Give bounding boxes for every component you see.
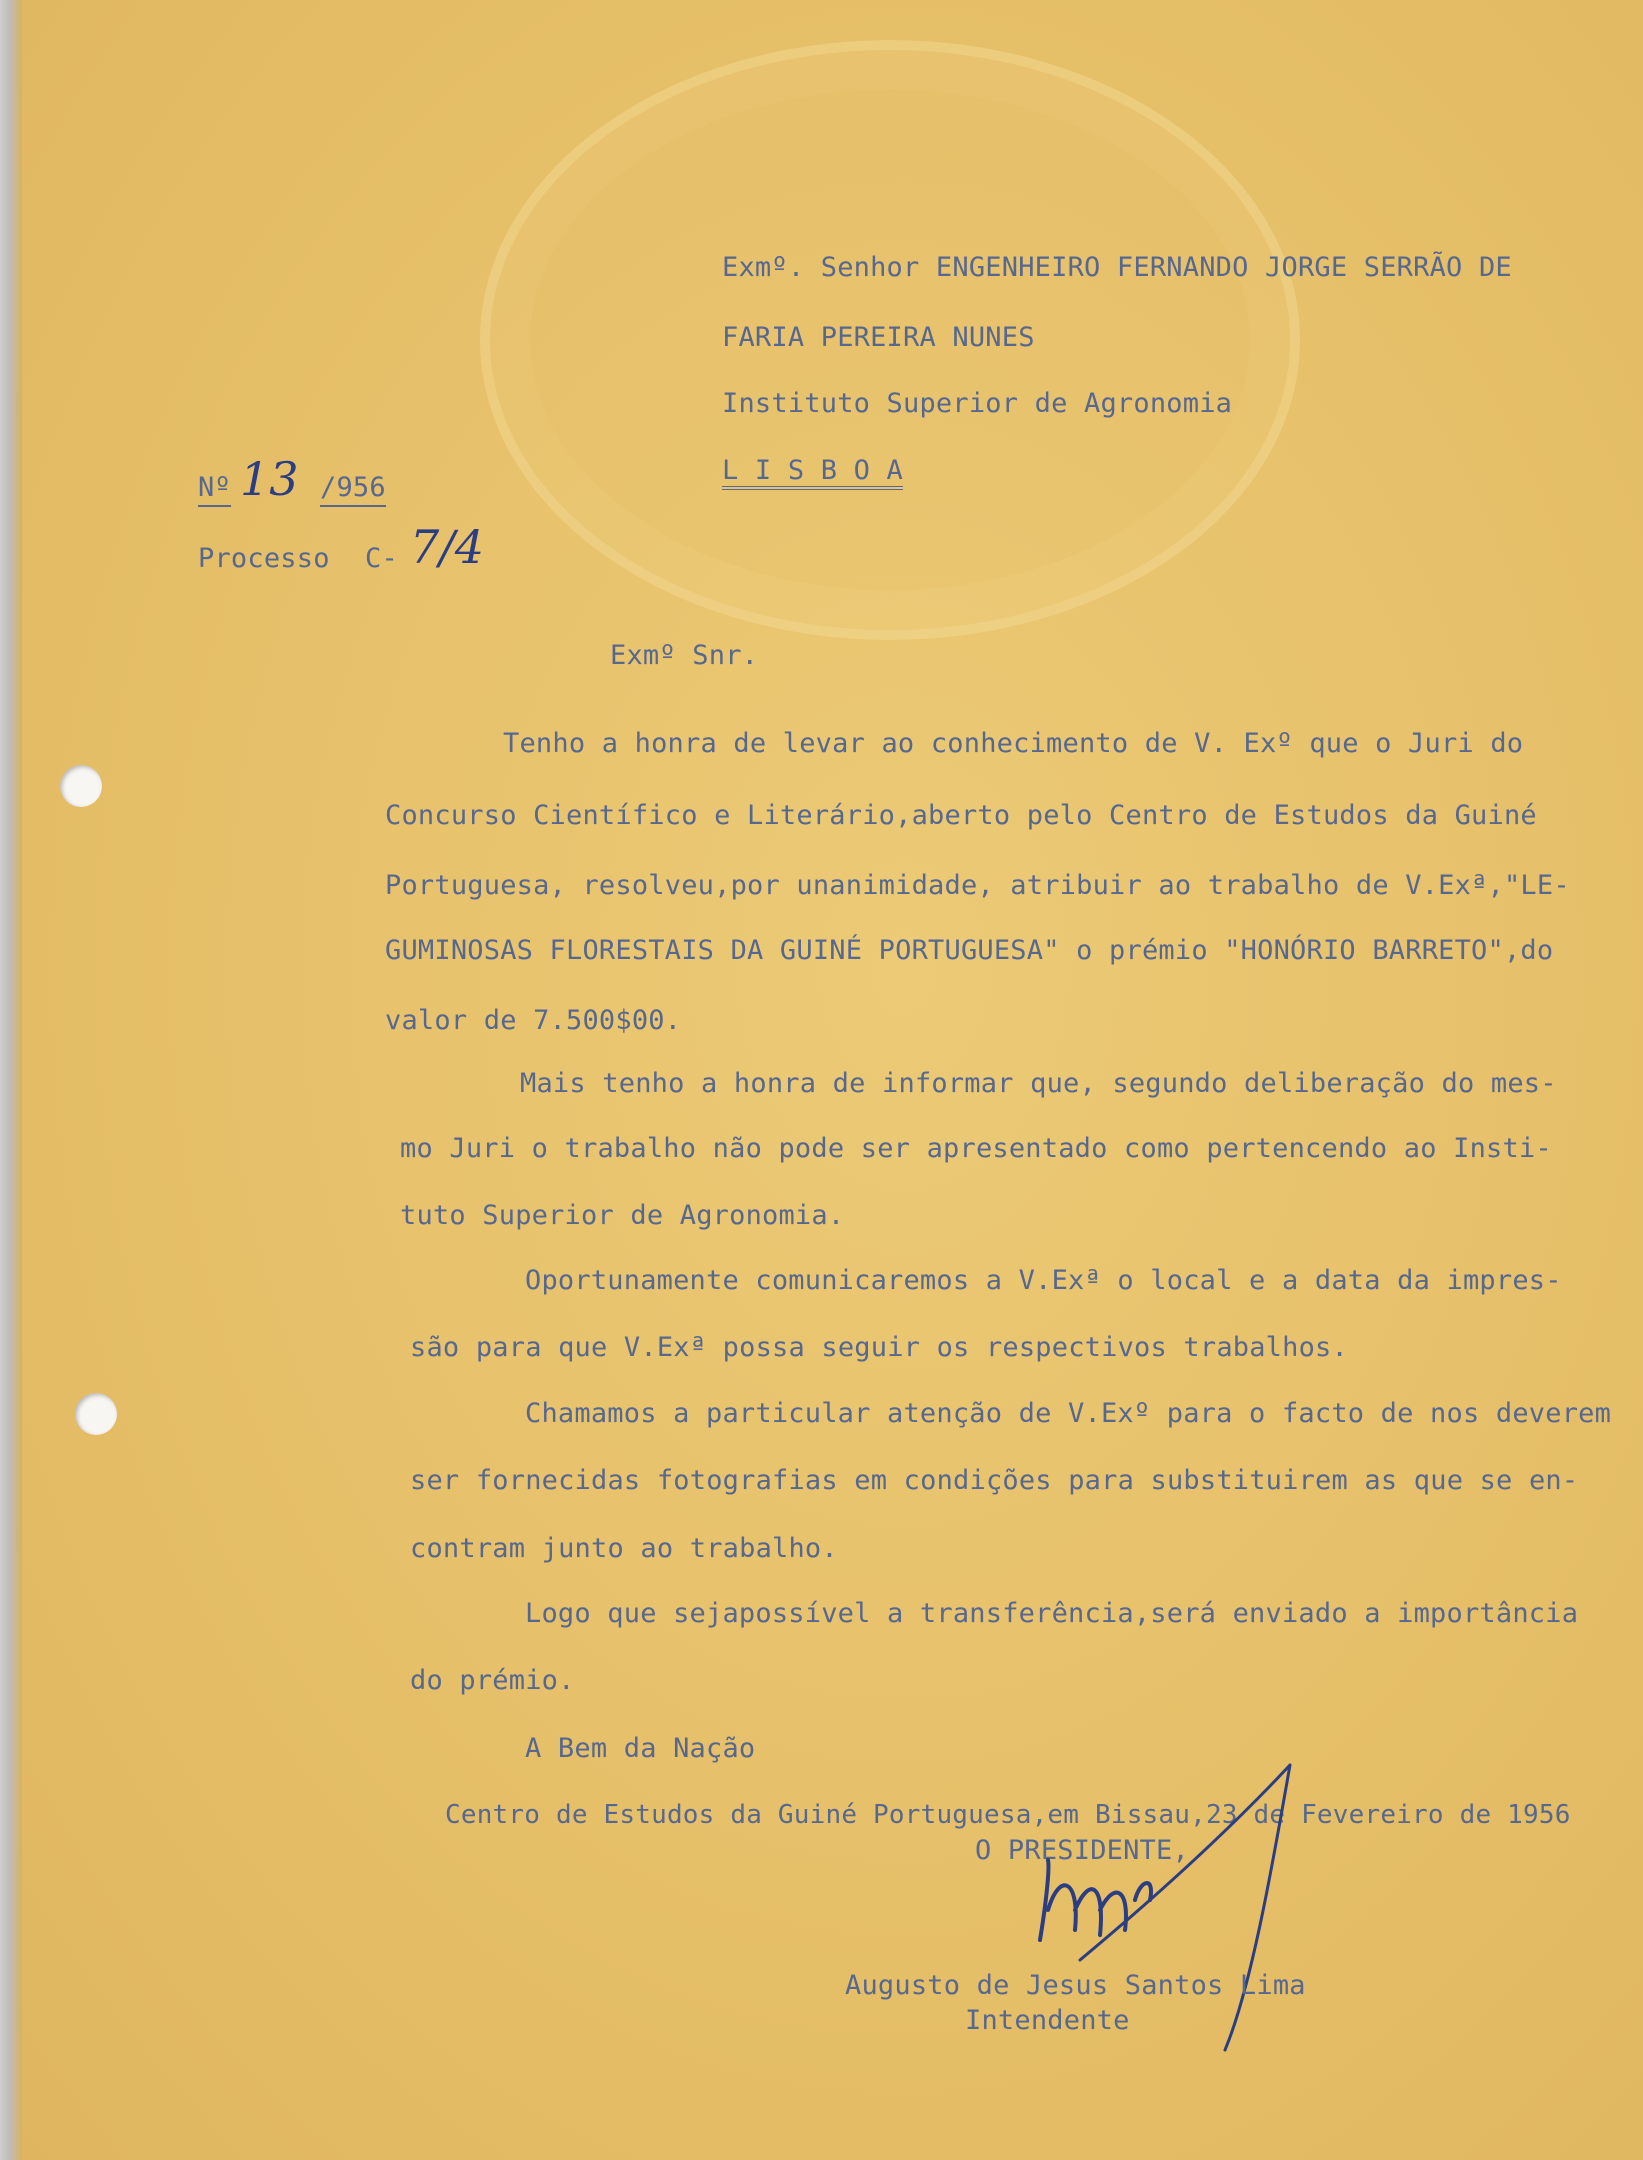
address-city: L I S B O A (722, 455, 903, 490)
body-line: Logo que sejapossível a transferência,será enviado a importância (525, 1598, 1579, 1629)
body-line: Portuguesa, resolveu,por unanimidade, atribuir ao trabalho de V.Exª,"LE- (385, 870, 1570, 901)
body-line: são para que V.Exª possa seguir os respectivos trabalhos. (410, 1332, 1348, 1363)
process-handwritten: 7/4 (410, 520, 485, 574)
body-line: do prémio. (410, 1665, 575, 1696)
address-line-1: Exmº. Senhor ENGENHEIRO FERNANDO JORGE SERRÃO DE (722, 252, 1512, 283)
body-line: contram junto ao trabalho. (410, 1533, 838, 1564)
body-line: Chamamos a particular atenção de V.Exº para o facto de nos deverem (525, 1398, 1612, 1429)
signatory-role: Intendente (965, 2005, 1130, 2036)
reference-number-handwritten: 13 (240, 452, 299, 506)
body-line: Oportunamente comunicaremos a V.Exª o local e a data da impres- (525, 1265, 1562, 1296)
body-line: Mais tenho a honra de informar que, segundo deliberação do mes- (520, 1068, 1557, 1099)
place-and-date: Centro de Estudos da Guiné Portuguesa,em Bissau,23 de Fevereiro de 1956 (445, 1800, 1571, 1830)
punch-hole-bottom (75, 1393, 117, 1435)
process-label: Processo (198, 543, 330, 574)
body-line: Tenho a honra de levar ao conhecimento de V. Exº que o Juri do (503, 728, 1524, 759)
address-line-2: FARIA PEREIRA NUNES (722, 322, 1035, 353)
reference-number-prefix: Nº (198, 472, 231, 507)
body-line: Concurso Científico e Literário,aberto pelo Centro de Estudos da Guiné (385, 800, 1537, 831)
closing-formula: A Bem da Nação (525, 1733, 756, 1764)
scan-edge (0, 0, 22, 2160)
reference-year: /956 (320, 472, 386, 507)
signatory-title: O PRESIDENTE, (975, 1835, 1189, 1866)
body-line: ser fornecidas fotografias em condições para substituirem as que se en- (410, 1465, 1579, 1496)
signatory-name: Augusto de Jesus Santos Lima (845, 1970, 1306, 2001)
body-line: mo Juri o trabalho não pode ser apresentado como pertencendo ao Insti- (400, 1133, 1552, 1164)
address-line-3: Instituto Superior de Agronomia (722, 388, 1233, 419)
punch-hole-top (60, 765, 102, 807)
process-code: C- (365, 543, 398, 574)
body-line: tuto Superior de Agronomia. (400, 1200, 845, 1231)
body-line: GUMINOSAS FLORESTAIS DA GUINÉ PORTUGUESA" o prémio "HONÓRIO BARRETO",do (385, 935, 1554, 966)
salutation: Exmº Snr. (610, 640, 759, 671)
body-line: valor de 7.500$00. (385, 1005, 682, 1036)
